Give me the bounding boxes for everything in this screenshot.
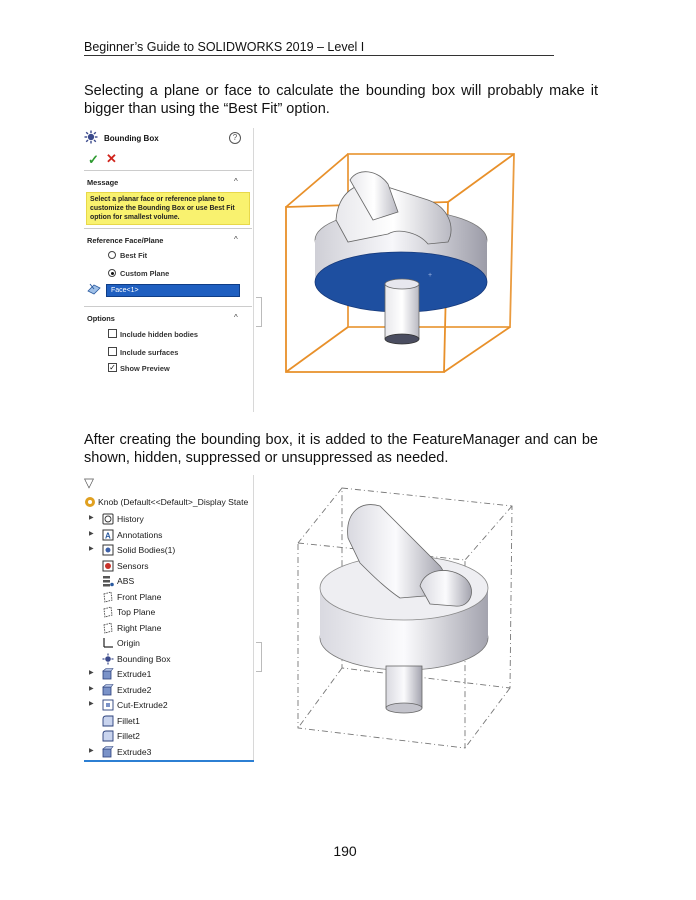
collapse-caret-icon[interactable]: ^ bbox=[234, 313, 238, 322]
fillet-icon bbox=[102, 715, 114, 727]
running-header: Beginner’s Guide to SOLIDWORKS 2019 – Level I bbox=[84, 40, 365, 54]
filter-icon[interactable]: ▽ bbox=[84, 475, 94, 490]
material-icon bbox=[102, 575, 114, 587]
knob-dashed-bounding-box-figure bbox=[290, 478, 520, 758]
paragraph-bounding-plane: Selecting a plane or face to calculate the bounding box will probably make it bigger than using the “Best Fit” option. bbox=[84, 83, 598, 117]
expand-arrow-icon[interactable]: ▶ bbox=[89, 670, 94, 676]
cut-extrude-icon bbox=[102, 699, 114, 711]
tree-root-label[interactable]: Knob (Default<<Default>_Display State bbox=[98, 497, 249, 507]
expand-arrow-icon[interactable]: ▶ bbox=[89, 546, 94, 552]
plane-icon bbox=[102, 591, 114, 603]
tree-item-label: Origin bbox=[117, 638, 140, 648]
expand-arrow-icon[interactable]: ▶ bbox=[89, 530, 94, 537]
panel-splitter-handle[interactable] bbox=[256, 297, 262, 327]
extrude-icon bbox=[102, 684, 114, 696]
custom-plane-label: Custom Plane bbox=[120, 269, 170, 278]
tree-item-label: Cut-Extrude2 bbox=[117, 700, 168, 710]
tree-item-label: Top Plane bbox=[117, 607, 156, 617]
extrude-icon bbox=[102, 668, 114, 680]
tree-item-label: Right Plane bbox=[117, 622, 162, 633]
paragraph-feature-manager: After creating the bounding box, it is added to the FeatureManager and can be shown, hidden, suppressed or unsuppressed as needed. bbox=[84, 432, 598, 466]
tree-bottom-accent bbox=[84, 760, 254, 762]
extrude-icon bbox=[102, 746, 114, 758]
include-surfaces-checkbox[interactable] bbox=[108, 347, 117, 356]
include-hidden-bodies-checkbox[interactable] bbox=[108, 329, 117, 338]
origin-icon bbox=[102, 637, 114, 649]
tree-item-label: Extrude3 bbox=[117, 746, 152, 757]
bounding-box-icon bbox=[102, 653, 114, 665]
best-fit-label: Best Fit bbox=[120, 251, 148, 260]
pm-divider bbox=[84, 228, 252, 229]
plane-icon bbox=[102, 622, 114, 634]
fillet-icon bbox=[102, 730, 114, 742]
custom-plane-radio[interactable] bbox=[108, 269, 116, 277]
bounding-box-icon bbox=[84, 130, 98, 144]
solid-bodies-icon bbox=[102, 544, 114, 556]
sensors-icon bbox=[102, 560, 114, 572]
cancel-button[interactable]: ✕ bbox=[106, 151, 117, 166]
tree-item-label: Sensors bbox=[117, 560, 149, 571]
svg-text:+: + bbox=[428, 272, 433, 279]
face-selection-icon bbox=[87, 283, 101, 295]
plane-icon bbox=[102, 606, 114, 618]
tree-item-label: Front Plane bbox=[117, 591, 162, 602]
tree-item-label: ABS bbox=[117, 576, 135, 586]
history-icon bbox=[102, 513, 114, 525]
expand-arrow-icon[interactable]: ▶ bbox=[89, 515, 94, 521]
show-preview-label: Show Preview bbox=[120, 364, 170, 373]
tree-item-label: Fillet1 bbox=[117, 715, 140, 726]
include-surfaces-label: Include surfaces bbox=[120, 348, 179, 357]
tree-item-label: History bbox=[117, 514, 144, 524]
tree-item-label: Annotations bbox=[117, 529, 163, 540]
expand-arrow-icon[interactable]: ▶ bbox=[89, 747, 94, 754]
pm-panel-edge bbox=[253, 128, 254, 412]
reference-face-field[interactable]: Face<1> bbox=[106, 284, 240, 297]
part-icon bbox=[84, 496, 96, 508]
pm-title: Bounding Box bbox=[104, 134, 159, 143]
page-number: 190 bbox=[333, 843, 357, 859]
expand-arrow-icon[interactable]: ▶ bbox=[89, 701, 94, 707]
ok-button[interactable]: ✓ bbox=[88, 152, 99, 167]
options-section-header[interactable]: Options bbox=[87, 314, 115, 323]
tree-item-label: Bounding Box bbox=[117, 653, 171, 664]
tree-item-label: Extrude2 bbox=[117, 684, 152, 695]
pm-divider bbox=[84, 170, 252, 171]
bounding-box-property-manager bbox=[84, 128, 254, 412]
best-fit-radio[interactable] bbox=[108, 251, 116, 259]
expand-arrow-icon[interactable]: ▶ bbox=[89, 685, 94, 692]
tree-item-label: Extrude1 bbox=[117, 669, 152, 679]
feature-manager-tree bbox=[84, 475, 256, 761]
message-text: Select a planar face or reference plane to customize the Bounding Box or use Best Fit option for smallest volume. bbox=[86, 192, 250, 225]
panel-splitter-handle[interactable] bbox=[256, 642, 262, 672]
header-rule bbox=[84, 55, 554, 56]
annotations-icon bbox=[102, 529, 114, 541]
tree-panel-edge bbox=[253, 475, 254, 761]
tree-item-label: Fillet2 bbox=[117, 731, 140, 741]
knob-bounding-box-figure bbox=[278, 132, 533, 380]
message-section-header[interactable]: Message bbox=[87, 178, 119, 187]
include-hidden-bodies-label: Include hidden bodies bbox=[120, 330, 199, 339]
reference-section-header[interactable]: Reference Face/Plane bbox=[87, 236, 164, 245]
help-icon[interactable]: ? bbox=[229, 132, 241, 144]
show-preview-checkbox[interactable]: ✓ bbox=[109, 363, 116, 372]
tree-item-label: Solid Bodies(1) bbox=[117, 545, 176, 555]
svg-text:A: A bbox=[105, 531, 111, 540]
collapse-caret-icon[interactable]: ^ bbox=[234, 235, 238, 244]
pm-divider bbox=[84, 306, 252, 307]
collapse-caret-icon[interactable]: ^ bbox=[234, 177, 238, 186]
